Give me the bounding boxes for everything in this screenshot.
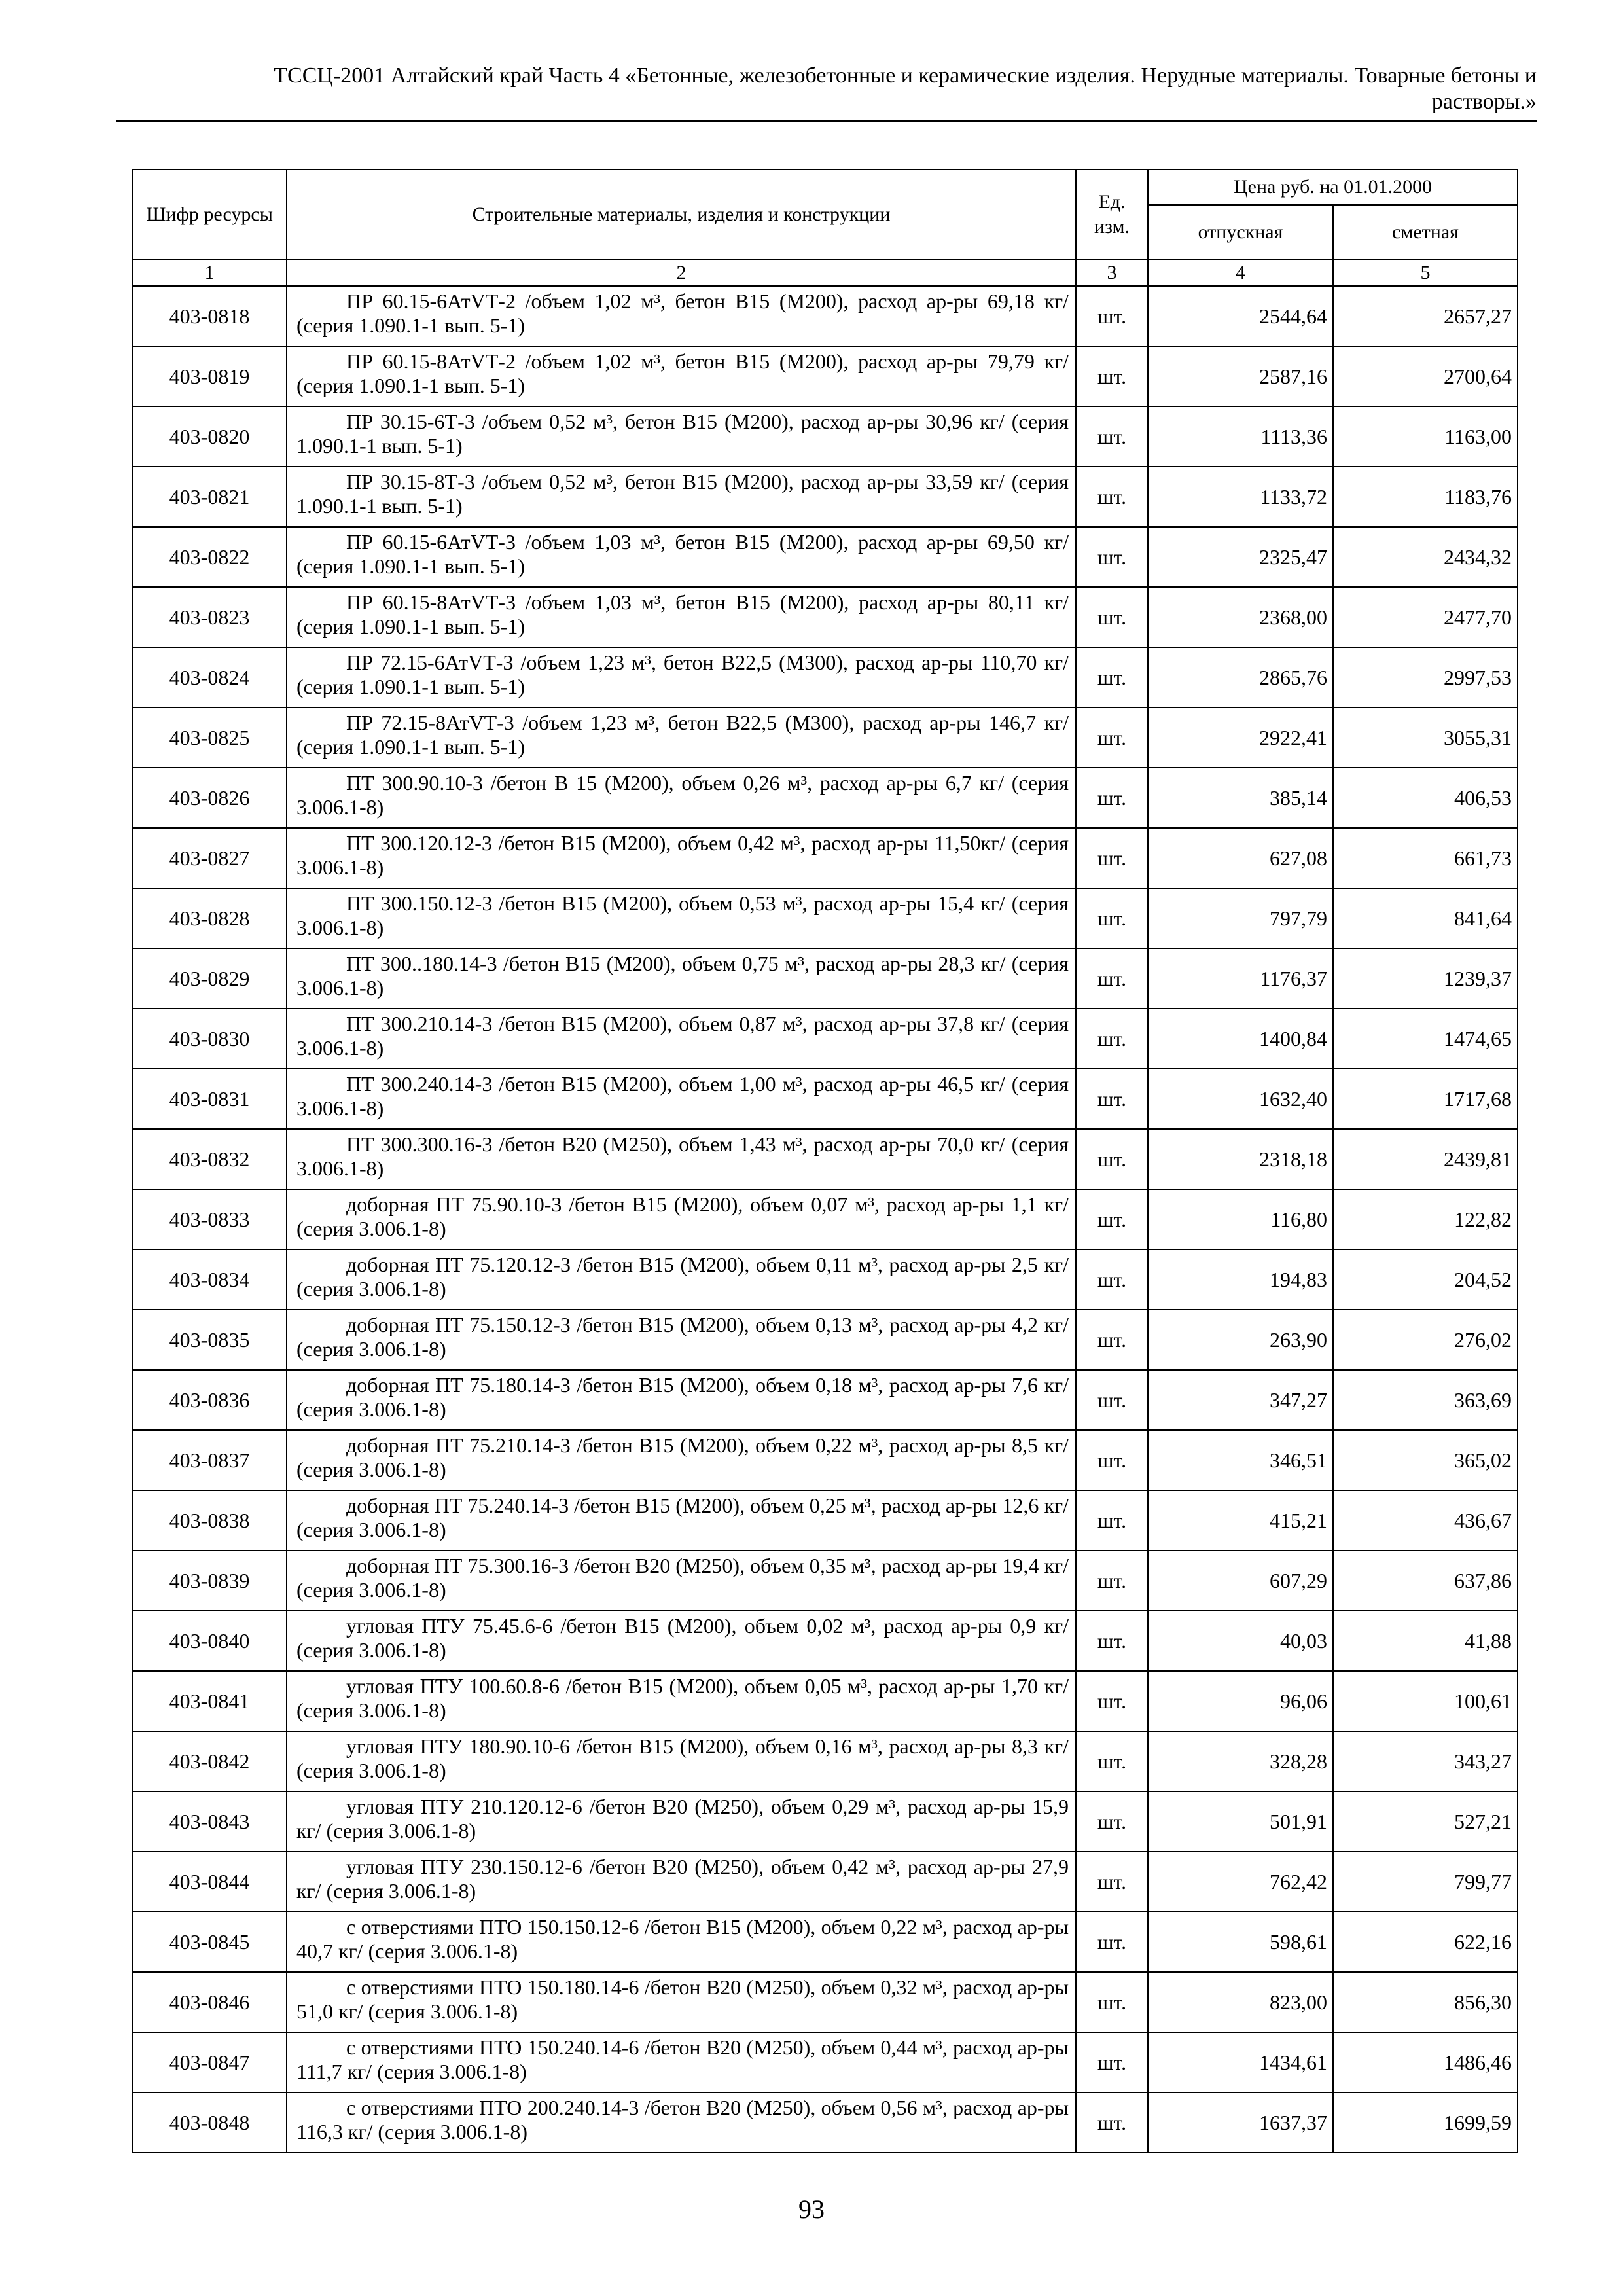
description-text: доборная ПТ 75.180.14-3 /бетон В15 (М200), объем 0,18 м³, расход ар-ры 7,6 кг/ (серия 3.006.1-8) — [296, 1373, 1069, 1421]
estimate-price-cell: 363,69 — [1333, 1370, 1518, 1430]
table-row — [132, 1249, 1518, 1310]
description-text: ПР 60.15-8АтVТ-3 /объем 1,03 м³, бетон В15 (М200), расход ар-ры 80,11 кг/ (серия 1.090.1-1 вып. 5-1) — [296, 590, 1069, 638]
resource-code-cell: 403-0822 — [132, 527, 287, 587]
release-price-cell: 501,91 — [1148, 1791, 1333, 1852]
resource-code-cell: 403-0835 — [132, 1310, 287, 1370]
unit-cell: шт. — [1076, 286, 1148, 346]
release-price-cell: 346,51 — [1148, 1430, 1333, 1490]
resource-code-cell: 403-0842 — [132, 1731, 287, 1791]
unit-cell: шт. — [1076, 587, 1148, 647]
page-header — [116, 63, 1537, 115]
table-row — [132, 1791, 1518, 1852]
header-line-1: ТССЦ-2001 Алтайский край Часть 4 «Бетонные, железобетонные и керамические изделия. Нерудные материалы. Товарные бетоны и — [274, 63, 1537, 88]
unit-cell: шт. — [1076, 828, 1148, 888]
release-price-cell: 2587,16 — [1148, 346, 1333, 406]
release-price-cell: 40,03 — [1148, 1611, 1333, 1671]
description-text: доборная ПТ 75.90.10-3 /бетон В15 (М200), объем 0,07 м³, расход ар-ры 1,1 кг/ (серия 3.006.1-8) — [296, 1193, 1069, 1240]
release-price-cell: 1434,61 — [1148, 2032, 1333, 2092]
release-price-cell: 1632,40 — [1148, 1069, 1333, 1129]
estimate-price-cell: 1699,59 — [1333, 2092, 1518, 2153]
material-description-cell — [287, 1430, 1076, 1490]
material-description-cell — [287, 1912, 1076, 1972]
material-description-cell — [287, 1370, 1076, 1430]
column-number: 5 — [1333, 260, 1518, 286]
estimate-price-cell: 406,53 — [1333, 768, 1518, 828]
table-row — [132, 1310, 1518, 1370]
table-row — [132, 1852, 1518, 1912]
release-price-cell: 1637,37 — [1148, 2092, 1333, 2153]
estimate-price-cell: 100,61 — [1333, 1671, 1518, 1731]
release-price-cell: 1176,37 — [1148, 948, 1333, 1009]
resource-code-cell: 403-0830 — [132, 1009, 287, 1069]
material-description-cell — [287, 346, 1076, 406]
description-text: ПТ 300.240.14-3 /бетон В15 (М200), объем 1,00 м³, расход ар-ры 46,5 кг/ (серия 3.006.1-8) — [296, 1072, 1069, 1120]
material-description-cell — [287, 1069, 1076, 1129]
estimate-price-cell: 343,27 — [1333, 1731, 1518, 1791]
table-row — [132, 948, 1518, 1009]
release-price-cell: 96,06 — [1148, 1671, 1333, 1731]
estimate-price-cell: 2434,32 — [1333, 527, 1518, 587]
unit-cell: шт. — [1076, 346, 1148, 406]
table-row — [132, 527, 1518, 587]
description-text: ПР 72.15-8АтVТ-3 /объем 1,23 м³, бетон В22,5 (М300), расход ар-ры 146,7 кг/ (серия 1.090.1-1 вып. 5-1) — [296, 711, 1069, 759]
material-description-cell — [287, 1129, 1076, 1189]
table-row — [132, 587, 1518, 647]
unit-cell: шт. — [1076, 1791, 1148, 1852]
col-header-release: отпускная — [1148, 205, 1333, 260]
material-description-cell — [287, 1731, 1076, 1791]
material-description-cell — [287, 708, 1076, 768]
material-description-cell — [287, 768, 1076, 828]
material-description-cell — [287, 647, 1076, 708]
resource-code-cell: 403-0819 — [132, 346, 287, 406]
material-description-cell — [287, 406, 1076, 467]
unit-cell: шт. — [1076, 708, 1148, 768]
table-row — [132, 1611, 1518, 1671]
unit-cell: шт. — [1076, 1731, 1148, 1791]
unit-cell: шт. — [1076, 1852, 1148, 1912]
description-text: ПР 60.15-8АтVТ-2 /объем 1,02 м³, бетон В15 (М200), расход ар-ры 79,79 кг/ (серия 1.090.1-1 вып. 5-1) — [296, 350, 1069, 397]
col-header-price: Цена руб. на 01.01.2000 — [1148, 170, 1518, 205]
resource-code-cell: 403-0845 — [132, 1912, 287, 1972]
resource-code-cell: 403-0837 — [132, 1430, 287, 1490]
column-number: 4 — [1148, 260, 1333, 286]
col-header-name: Строительные материалы, изделия и конструкции — [287, 170, 1076, 260]
table-row — [132, 1551, 1518, 1611]
column-number-row — [132, 260, 1518, 286]
resource-code-cell: 403-0827 — [132, 828, 287, 888]
unit-cell: шт. — [1076, 1430, 1148, 1490]
resource-code-cell: 403-0841 — [132, 1671, 287, 1731]
unit-cell: шт. — [1076, 406, 1148, 467]
column-number: 2 — [287, 260, 1076, 286]
table-row — [132, 1069, 1518, 1129]
description-text: ПР 60.15-6АтVТ-3 /объем 1,03 м³, бетон В15 (М200), расход ар-ры 69,50 кг/ (серия 1.090.1-1 вып. 5-1) — [296, 530, 1069, 578]
estimate-price-cell: 276,02 — [1333, 1310, 1518, 1370]
unit-cell: шт. — [1076, 1671, 1148, 1731]
estimate-price-cell: 1474,65 — [1333, 1009, 1518, 1069]
estimate-price-cell: 365,02 — [1333, 1430, 1518, 1490]
table-row — [132, 1370, 1518, 1430]
resource-code-cell: 403-0826 — [132, 768, 287, 828]
description-text: ПТ 300.210.14-3 /бетон В15 (М200), объем 0,87 м³, расход ар-ры 37,8 кг/ (серия 3.006.1-8) — [296, 1012, 1069, 1060]
col-header-code: Шифр ресурсы — [132, 170, 287, 260]
estimate-price-cell: 122,82 — [1333, 1189, 1518, 1249]
material-description-cell — [287, 286, 1076, 346]
estimate-price-cell: 1183,76 — [1333, 467, 1518, 527]
material-description-cell — [287, 2032, 1076, 2092]
table-row — [132, 1189, 1518, 1249]
description-text: доборная ПТ 75.150.12-3 /бетон В15 (М200), объем 0,13 м³, расход ар-ры 4,2 кг/ (серия 3.006.1-8) — [296, 1313, 1069, 1361]
resource-code-cell: 403-0820 — [132, 406, 287, 467]
table-row — [132, 647, 1518, 708]
description-text: ПР 30.15-8Т-3 /объем 0,52 м³, бетон В15 (М200), расход ар-ры 33,59 кг/ (серия 1.090.1-1 вып. 5-1) — [296, 470, 1069, 518]
estimate-price-cell: 1717,68 — [1333, 1069, 1518, 1129]
material-description-cell — [287, 527, 1076, 587]
table-row — [132, 708, 1518, 768]
unit-cell: шт. — [1076, 1310, 1148, 1370]
release-price-cell: 2544,64 — [1148, 286, 1333, 346]
release-price-cell: 1113,36 — [1148, 406, 1333, 467]
material-description-cell — [287, 1671, 1076, 1731]
material-description-cell — [287, 1852, 1076, 1912]
table-row — [132, 467, 1518, 527]
table-row — [132, 1009, 1518, 1069]
material-description-cell — [287, 888, 1076, 948]
material-description-cell — [287, 1791, 1076, 1852]
material-description-cell — [287, 2092, 1076, 2153]
unit-cell: шт. — [1076, 1370, 1148, 1430]
resource-code-cell: 403-0838 — [132, 1490, 287, 1551]
header-line-2: растворы.» — [1431, 90, 1537, 114]
resource-code-cell: 403-0829 — [132, 948, 287, 1009]
estimate-price-cell: 2997,53 — [1333, 647, 1518, 708]
release-price-cell: 263,90 — [1148, 1310, 1333, 1370]
description-text: ПР 72.15-6АтVТ-3 /объем 1,23 м³, бетон В22,5 (М300), расход ар-ры 110,70 кг/ (серия 1.090.1-1 вып. 5-1) — [296, 651, 1069, 698]
release-price-cell: 607,29 — [1148, 1551, 1333, 1611]
unit-cell: шт. — [1076, 1009, 1148, 1069]
description-text: угловая ПТУ 230.150.12-6 /бетон В20 (М250), объем 0,42 м³, расход ар-ры 27,9 кг/ (серия 3.006.1-8) — [296, 1855, 1069, 1903]
resource-code-cell: 403-0836 — [132, 1370, 287, 1430]
material-description-cell — [287, 587, 1076, 647]
release-price-cell: 762,42 — [1148, 1852, 1333, 1912]
resource-code-cell: 403-0844 — [132, 1852, 287, 1912]
unit-cell: шт. — [1076, 1611, 1148, 1671]
description-text: ПТ 300..180.14-3 /бетон В15 (М200), объем 0,75 м³, расход ар-ры 28,3 кг/ (серия 3.006.1-8) — [296, 952, 1069, 999]
description-text: угловая ПТУ 180.90.10-6 /бетон В15 (М200), объем 0,16 м³, расход ар-ры 8,3 кг/ (серия 3.006.1-8) — [296, 1734, 1069, 1782]
table-row — [132, 1731, 1518, 1791]
material-description-cell — [287, 1611, 1076, 1671]
resource-code-cell: 403-0848 — [132, 2092, 287, 2153]
resource-code-cell: 403-0839 — [132, 1551, 287, 1611]
release-price-cell: 116,80 — [1148, 1189, 1333, 1249]
table-row — [132, 1972, 1518, 2032]
resource-code-cell: 403-0843 — [132, 1791, 287, 1852]
resource-code-cell: 403-0834 — [132, 1249, 287, 1310]
table-row — [132, 2092, 1518, 2153]
unit-cell: шт. — [1076, 467, 1148, 527]
table-row — [132, 1912, 1518, 1972]
release-price-cell: 2922,41 — [1148, 708, 1333, 768]
resource-code-cell: 403-0832 — [132, 1129, 287, 1189]
estimate-price-cell: 2477,70 — [1333, 587, 1518, 647]
table-row — [132, 1490, 1518, 1551]
column-number: 3 — [1076, 260, 1148, 286]
estimate-price-cell: 1239,37 — [1333, 948, 1518, 1009]
material-description-cell — [287, 948, 1076, 1009]
release-price-cell: 328,28 — [1148, 1731, 1333, 1791]
description-text: с отверстиями ПТО 150.150.12-6 /бетон В15 (М200), объем 0,22 м³, расход ар-ры 40,7 кг/ (серия 3.006.1-8) — [296, 1915, 1069, 1963]
release-price-cell: 347,27 — [1148, 1370, 1333, 1430]
description-text: ПТ 300.150.12-3 /бетон В15 (М200), объем 0,53 м³, расход ар-ры 15,4 кг/ (серия 3.006.1-8) — [296, 891, 1069, 939]
resource-code-cell: 403-0833 — [132, 1189, 287, 1249]
description-text: доборная ПТ 75.120.12-3 /бетон В15 (М200), объем 0,11 м³, расход ар-ры 2,5 кг/ (серия 3.006.1-8) — [296, 1253, 1069, 1300]
release-price-cell: 1133,72 — [1148, 467, 1333, 527]
material-description-cell — [287, 1009, 1076, 1069]
release-price-cell: 2368,00 — [1148, 587, 1333, 647]
estimate-price-cell: 661,73 — [1333, 828, 1518, 888]
release-price-cell: 823,00 — [1148, 1972, 1333, 2032]
release-price-cell: 415,21 — [1148, 1490, 1333, 1551]
table-header-row — [132, 170, 1518, 205]
unit-cell: шт. — [1076, 2032, 1148, 2092]
table-row — [132, 1671, 1518, 1731]
resource-code-cell: 403-0846 — [132, 1972, 287, 2032]
release-price-cell: 385,14 — [1148, 768, 1333, 828]
unit-cell: шт. — [1076, 1912, 1148, 1972]
estimate-price-cell: 2700,64 — [1333, 346, 1518, 406]
material-description-cell — [287, 828, 1076, 888]
resource-code-cell: 403-0825 — [132, 708, 287, 768]
table-row — [132, 1430, 1518, 1490]
unit-cell: шт. — [1076, 888, 1148, 948]
unit-cell: шт. — [1076, 1972, 1148, 2032]
material-description-cell — [287, 1490, 1076, 1551]
resource-code-cell: 403-0823 — [132, 587, 287, 647]
description-text: ПТ 300.90.10-3 /бетон В 15 (М200), объем 0,26 м³, расход ар-ры 6,7 кг/ (серия 3.006.1-8) — [296, 771, 1069, 819]
description-text: угловая ПТУ 75.45.6-6 /бетон В15 (М200), объем 0,02 м³, расход ар-ры 0,9 кг/ (серия 3.006.1-8) — [296, 1614, 1069, 1662]
material-description-cell — [287, 467, 1076, 527]
unit-cell: шт. — [1076, 1551, 1148, 1611]
material-description-cell — [287, 1249, 1076, 1310]
estimate-price-cell: 841,64 — [1333, 888, 1518, 948]
column-number: 1 — [132, 260, 287, 286]
resource-code-cell: 403-0824 — [132, 647, 287, 708]
description-text: с отверстиями ПТО 150.180.14-6 /бетон В20 (М250), объем 0,32 м³, расход ар-ры 51,0 кг/ (серия 3.006.1-8) — [296, 1975, 1069, 2023]
description-text: доборная ПТ 75.300.16-3 /бетон В20 (М250), объем 0,35 м³, расход ар-ры 19,4 кг/ (серия 3.006.1-8) — [296, 1554, 1069, 1602]
description-text: угловая ПТУ 210.120.12-6 /бетон В20 (М250), объем 0,29 м³, расход ар-ры 15,9 кг/ (серия 3.006.1-8) — [296, 1795, 1069, 1842]
estimate-price-cell: 436,67 — [1333, 1490, 1518, 1551]
description-text: с отверстиями ПТО 150.240.14-6 /бетон В20 (М250), объем 0,44 м³, расход ар-ры 111,7 кг/ (серия 3.006.1-8) — [296, 2036, 1069, 2083]
resource-code-cell: 403-0847 — [132, 2032, 287, 2092]
release-price-cell: 194,83 — [1148, 1249, 1333, 1310]
unit-cell: шт. — [1076, 647, 1148, 708]
resource-code-cell: 403-0831 — [132, 1069, 287, 1129]
resource-code-cell: 403-0840 — [132, 1611, 287, 1671]
description-text: угловая ПТУ 100.60.8-6 /бетон В15 (М200), объем 0,05 м³, расход ар-ры 1,70 кг/ (серия 3.006.1-8) — [296, 1674, 1069, 1722]
estimate-price-cell: 3055,31 — [1333, 708, 1518, 768]
estimate-price-cell: 856,30 — [1333, 1972, 1518, 2032]
unit-cell: шт. — [1076, 1249, 1148, 1310]
table-row — [132, 1129, 1518, 1189]
table-row — [132, 286, 1518, 346]
release-price-cell: 627,08 — [1148, 828, 1333, 888]
estimate-price-cell: 204,52 — [1333, 1249, 1518, 1310]
estimate-price-cell: 2439,81 — [1333, 1129, 1518, 1189]
unit-cell: шт. — [1076, 768, 1148, 828]
description-text: ПТ 300.120.12-3 /бетон В15 (М200), объем 0,42 м³, расход ар-ры 11,50кг/ (серия 3.006.1-8) — [296, 831, 1069, 879]
estimate-price-cell: 41,88 — [1333, 1611, 1518, 1671]
estimate-price-cell: 799,77 — [1333, 1852, 1518, 1912]
description-text: ПР 60.15-6АтVТ-2 /объем 1,02 м³, бетон В15 (М200), расход ар-ры 69,18 кг/ (серия 1.090.1-1 вып. 5-1) — [296, 289, 1069, 337]
unit-cell: шт. — [1076, 527, 1148, 587]
estimate-price-cell: 637,86 — [1333, 1551, 1518, 1611]
table-row — [132, 2032, 1518, 2092]
price-table — [132, 169, 1518, 2153]
unit-cell: шт. — [1076, 2092, 1148, 2153]
resource-code-cell: 403-0818 — [132, 286, 287, 346]
table-row — [132, 346, 1518, 406]
description-text: ПТ 300.300.16-3 /бетон В20 (М250), объем 1,43 м³, расход ар-ры 70,0 кг/ (серия 3.006.1-8) — [296, 1132, 1069, 1180]
resource-code-cell: 403-0821 — [132, 467, 287, 527]
description-text: ПР 30.15-6Т-3 /объем 0,52 м³, бетон В15 (М200), расход ар-ры 30,96 кг/ (серия 1.090.1-1 вып. 5-1) — [296, 410, 1069, 457]
description-text: доборная ПТ 75.210.14-3 /бетон В15 (М200), объем 0,22 м³, расход ар-ры 8,5 кг/ (серия 3.006.1-8) — [296, 1433, 1069, 1481]
release-price-cell: 2865,76 — [1148, 647, 1333, 708]
col-header-estimate: сметная — [1333, 205, 1518, 260]
estimate-price-cell: 2657,27 — [1333, 286, 1518, 346]
material-description-cell — [287, 1310, 1076, 1370]
release-price-cell: 2318,18 — [1148, 1129, 1333, 1189]
table-row — [132, 888, 1518, 948]
description-text: с отверстиями ПТО 200.240.14-3 /бетон В20 (М250), объем 0,56 м³, расход ар-ры 116,3 кг/ (серия 3.006.1-8) — [296, 2096, 1069, 2144]
release-price-cell: 1400,84 — [1148, 1009, 1333, 1069]
material-description-cell — [287, 1551, 1076, 1611]
header-rule — [116, 120, 1537, 122]
resource-code-cell: 403-0828 — [132, 888, 287, 948]
unit-cell: шт. — [1076, 1189, 1148, 1249]
table-row — [132, 768, 1518, 828]
material-description-cell — [287, 1189, 1076, 1249]
estimate-price-cell: 527,21 — [1333, 1791, 1518, 1852]
unit-cell: шт. — [1076, 1129, 1148, 1189]
release-price-cell: 797,79 — [1148, 888, 1333, 948]
col-header-unit: Ед. изм. — [1076, 170, 1148, 260]
release-price-cell: 2325,47 — [1148, 527, 1333, 587]
description-text: доборная ПТ 75.240.14-3 /бетон В15 (М200), объем 0,25 м³, расход ар-ры 12,6 кг/ (серия 3.006.1-8) — [296, 1494, 1069, 1541]
release-price-cell: 598,61 — [1148, 1912, 1333, 1972]
estimate-price-cell: 622,16 — [1333, 1912, 1518, 1972]
estimate-price-cell: 1486,46 — [1333, 2032, 1518, 2092]
unit-cell: шт. — [1076, 1069, 1148, 1129]
unit-cell: шт. — [1076, 1490, 1148, 1551]
page-number: 93 — [798, 2195, 825, 2224]
table-row — [132, 406, 1518, 467]
unit-cell: шт. — [1076, 948, 1148, 1009]
estimate-price-cell: 1163,00 — [1333, 406, 1518, 467]
material-description-cell — [287, 1972, 1076, 2032]
table-row — [132, 828, 1518, 888]
